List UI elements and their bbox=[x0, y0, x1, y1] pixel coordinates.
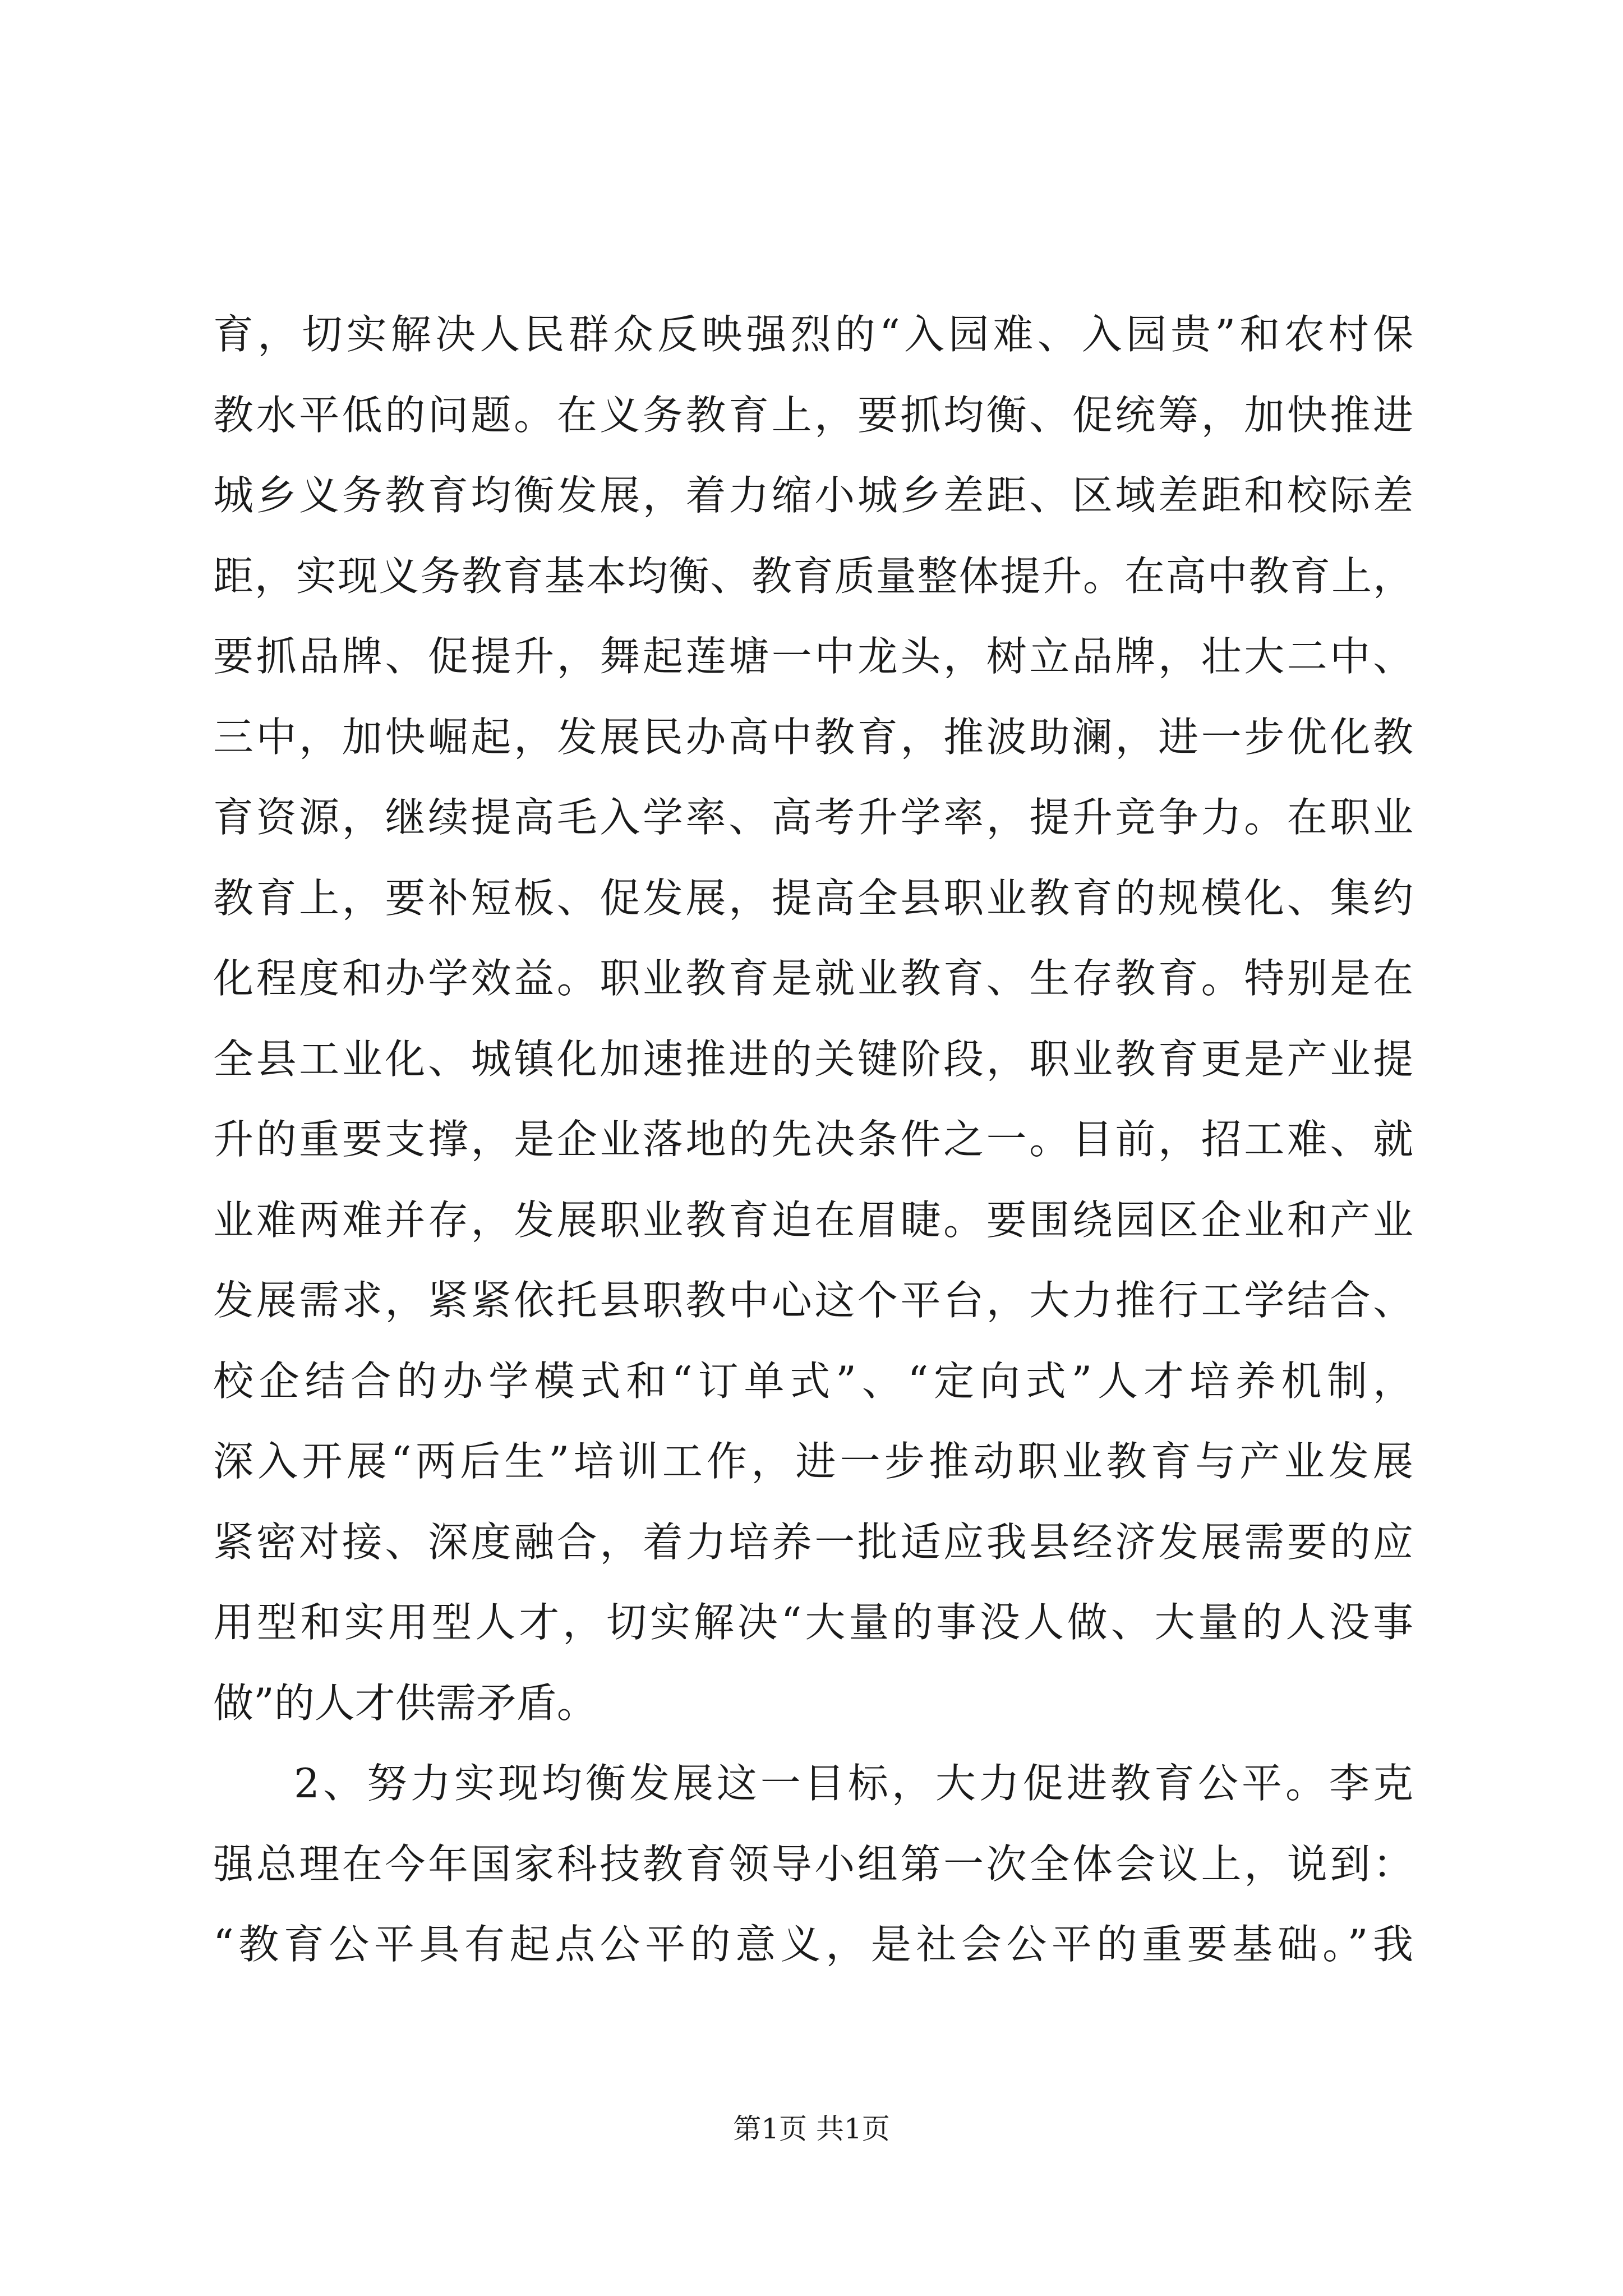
text-line: 强总理在今年国家科技教育领导小组第一次全体会议上，说到： bbox=[213, 1840, 1413, 1888]
paragraph-end-line: 做”的人才供需矛盾。 bbox=[213, 1679, 597, 1727]
text-line: 紧密对接、深度融合，着力培养一批适应我县经济发展需要的应 bbox=[213, 1518, 1413, 1566]
page-number-label: 第1页 共1页 bbox=[733, 2113, 890, 2145]
text-line: 城乡义务教育均衡发展，着力缩小城乡差距、区域差距和校际差 bbox=[213, 472, 1413, 519]
text-line: 育资源，继续提高毛入学率、高考升学率，提升竞争力。在职业 bbox=[213, 794, 1413, 841]
text-line: 用型和实用型人才，切实解决“大量的事没人做、大量的人没事 bbox=[213, 1599, 1413, 1646]
page-footer bbox=[0, 2109, 1623, 2148]
text-line: 要抓品牌、促提升，舞起莲塘一中龙头，树立品牌，壮大二中、 bbox=[213, 633, 1413, 680]
text-line: 教育上，要补短板、促发展，提高全县职业教育的规模化、集约 bbox=[213, 874, 1413, 922]
text-line: 距，实现义务教育基本均衡、教育质量整体提升。在高中教育上， bbox=[213, 552, 1413, 600]
text-line: 全县工业化、城镇化加速推进的关键阶段，职业教育更是产业提 bbox=[213, 1035, 1413, 1083]
text-line: 校企结合的办学模式和“订单式”、“定向式”人才培养机制， bbox=[213, 1357, 1413, 1405]
paragraph-start-line: 2、努力实现均衡发展这一目标，大力促进教育公平。李克 bbox=[294, 1760, 1413, 1807]
text-line: 业难两难并存，发展职业教育迫在眉睫。要围绕园区企业和产业 bbox=[213, 1196, 1413, 1244]
text-line: “教育公平具有起点公平的意义，是社会公平的重要基础。”我 bbox=[213, 1921, 1413, 1968]
text-line: 升的重要支撑，是企业落地的先决条件之一。目前，招工难、就 bbox=[213, 1116, 1413, 1163]
text-line: 发展需求，紧紧依托县职教中心这个平台，大力推行工学结合、 bbox=[213, 1277, 1413, 1324]
text-line: 三中，加快崛起，发展民办高中教育，推波助澜，进一步优化教 bbox=[213, 713, 1413, 761]
text-line: 育，切实解决人民群众反映强烈的“入园难、入园贵”和农村保 bbox=[213, 311, 1413, 358]
text-line: 化程度和办学效益。职业教育是就业教育、生存教育。特别是在 bbox=[213, 955, 1413, 1002]
text-line: 深入开展“两后生”培训工作，进一步推动职业教育与产业发展 bbox=[213, 1438, 1413, 1485]
text-line: 教水平低的问题。在义务教育上，要抓均衡、促统筹，加快推进 bbox=[213, 391, 1413, 439]
document-body bbox=[213, 295, 1413, 1985]
